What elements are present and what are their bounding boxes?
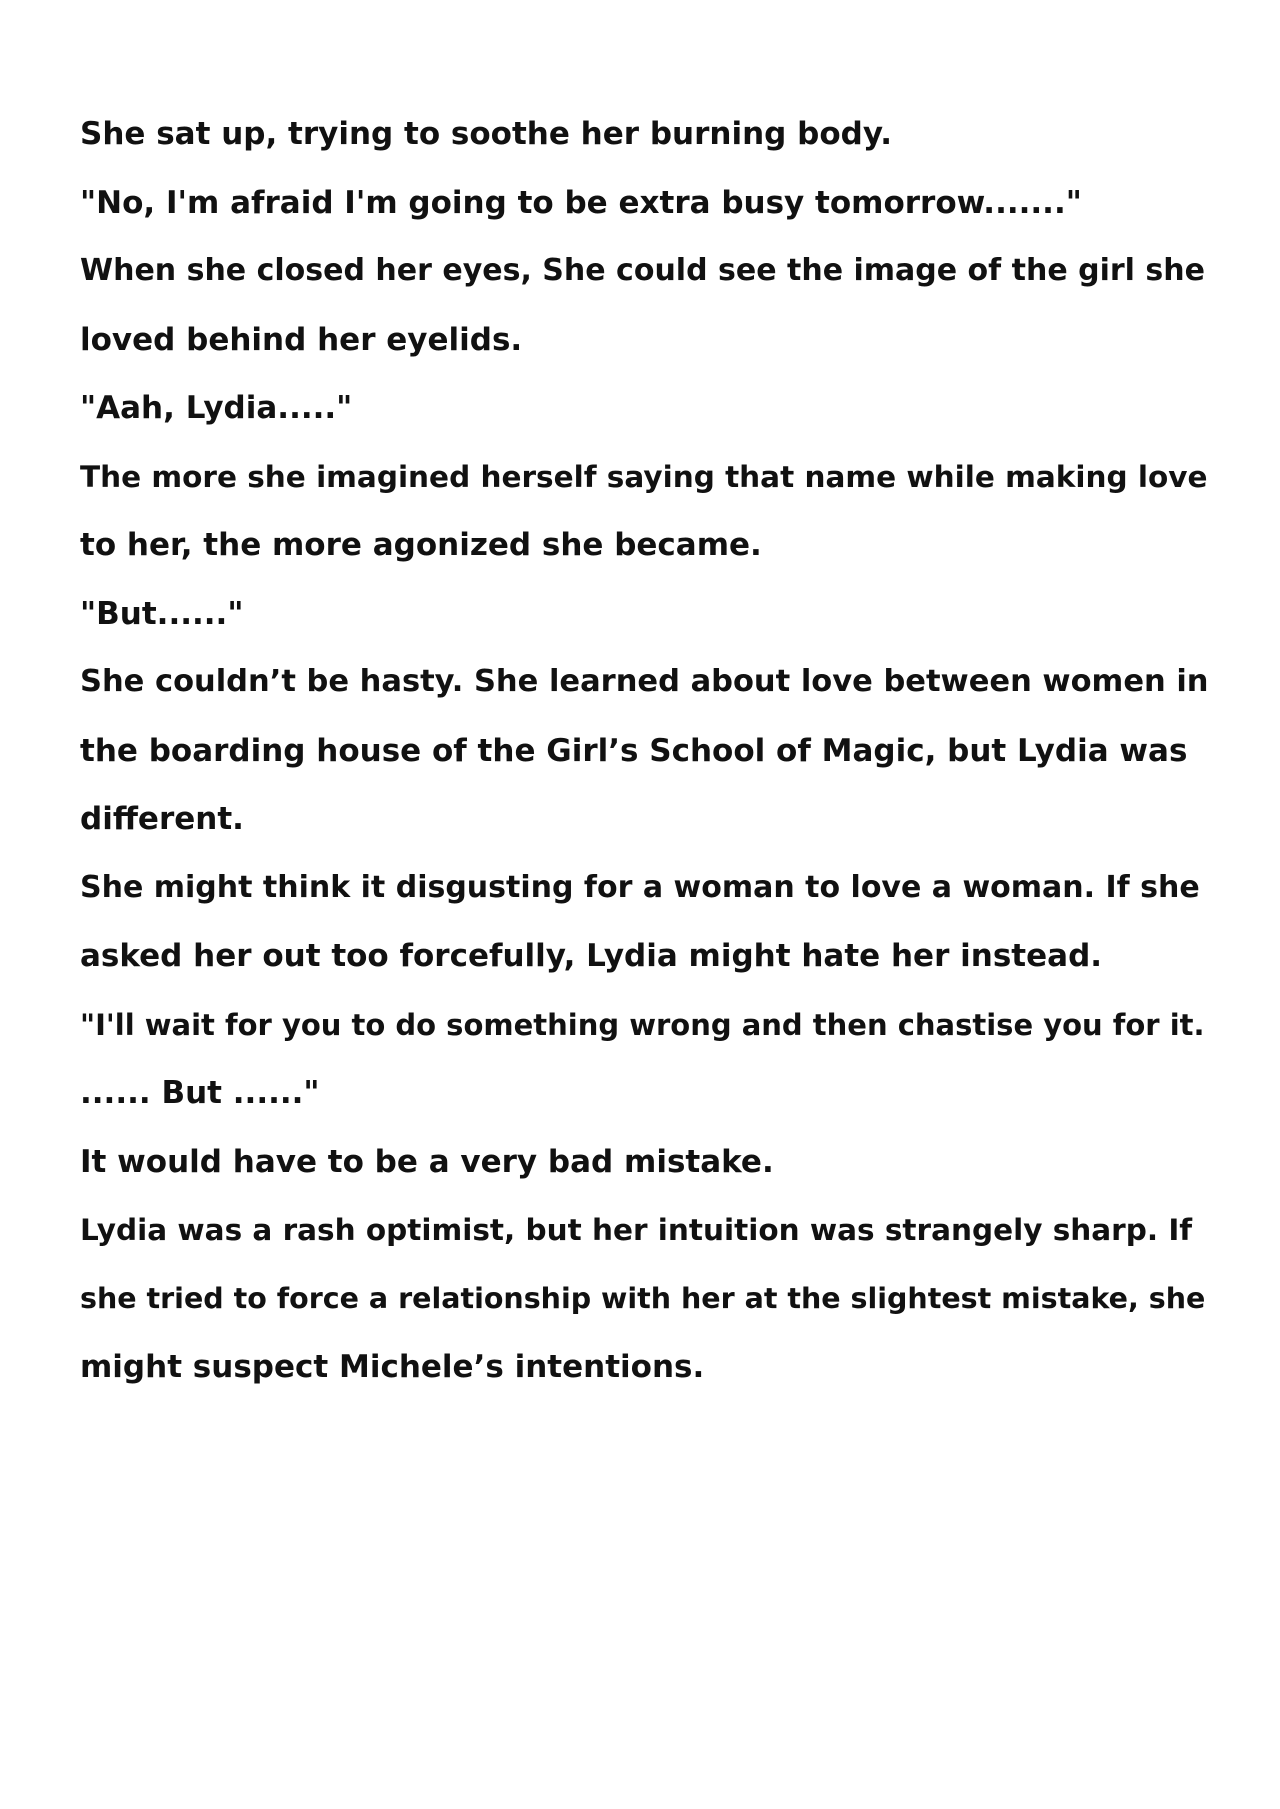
text-line: to her, the more agonized she became.: [80, 527, 762, 563]
text-line: It would have to be a very bad mistake.: [80, 1143, 774, 1180]
body-text: [80, 100, 1210, 1402]
text-line: different.: [80, 801, 244, 837]
text-line: loved behind her eyelids.: [80, 321, 523, 358]
text-line: Lydia was a rash optimist, but her intuition was strangely sharp. If: [80, 1213, 1193, 1247]
text-line: ...... But ......": [80, 1075, 320, 1111]
text-line: "No, I'm afraid I'm going to be extra busy tomorrow.......": [80, 184, 1082, 221]
text-line: The more she imagined herself saying that name while making love: [80, 459, 1208, 494]
text-line: asked her out too forcefully, Lydia might hate her instead.: [80, 938, 1103, 974]
text-line: she tried to force a relationship with her at the slightest mistake, she: [80, 1281, 1206, 1315]
text-line: When she closed her eyes, She could see the image of the girl she: [80, 253, 1205, 288]
text-line: might suspect Michele’s intentions.: [80, 1349, 705, 1385]
text-line: "I'll wait for you to do something wrong and then chastise you for it.: [80, 1007, 1205, 1042]
text-line: She might think it disgusting for a woman to love a woman. If she: [80, 869, 1200, 905]
text-line: the boarding house of the Girl’s School of Magic, but Lydia was: [80, 732, 1188, 769]
text-line: She sat up, trying to soothe her burning body.: [80, 116, 892, 152]
text-line: "Aah, Lydia.....": [80, 390, 353, 426]
text-line: She couldn’t be hasty. She learned about love between women in: [80, 664, 1209, 699]
text-line: "But......": [80, 595, 244, 632]
